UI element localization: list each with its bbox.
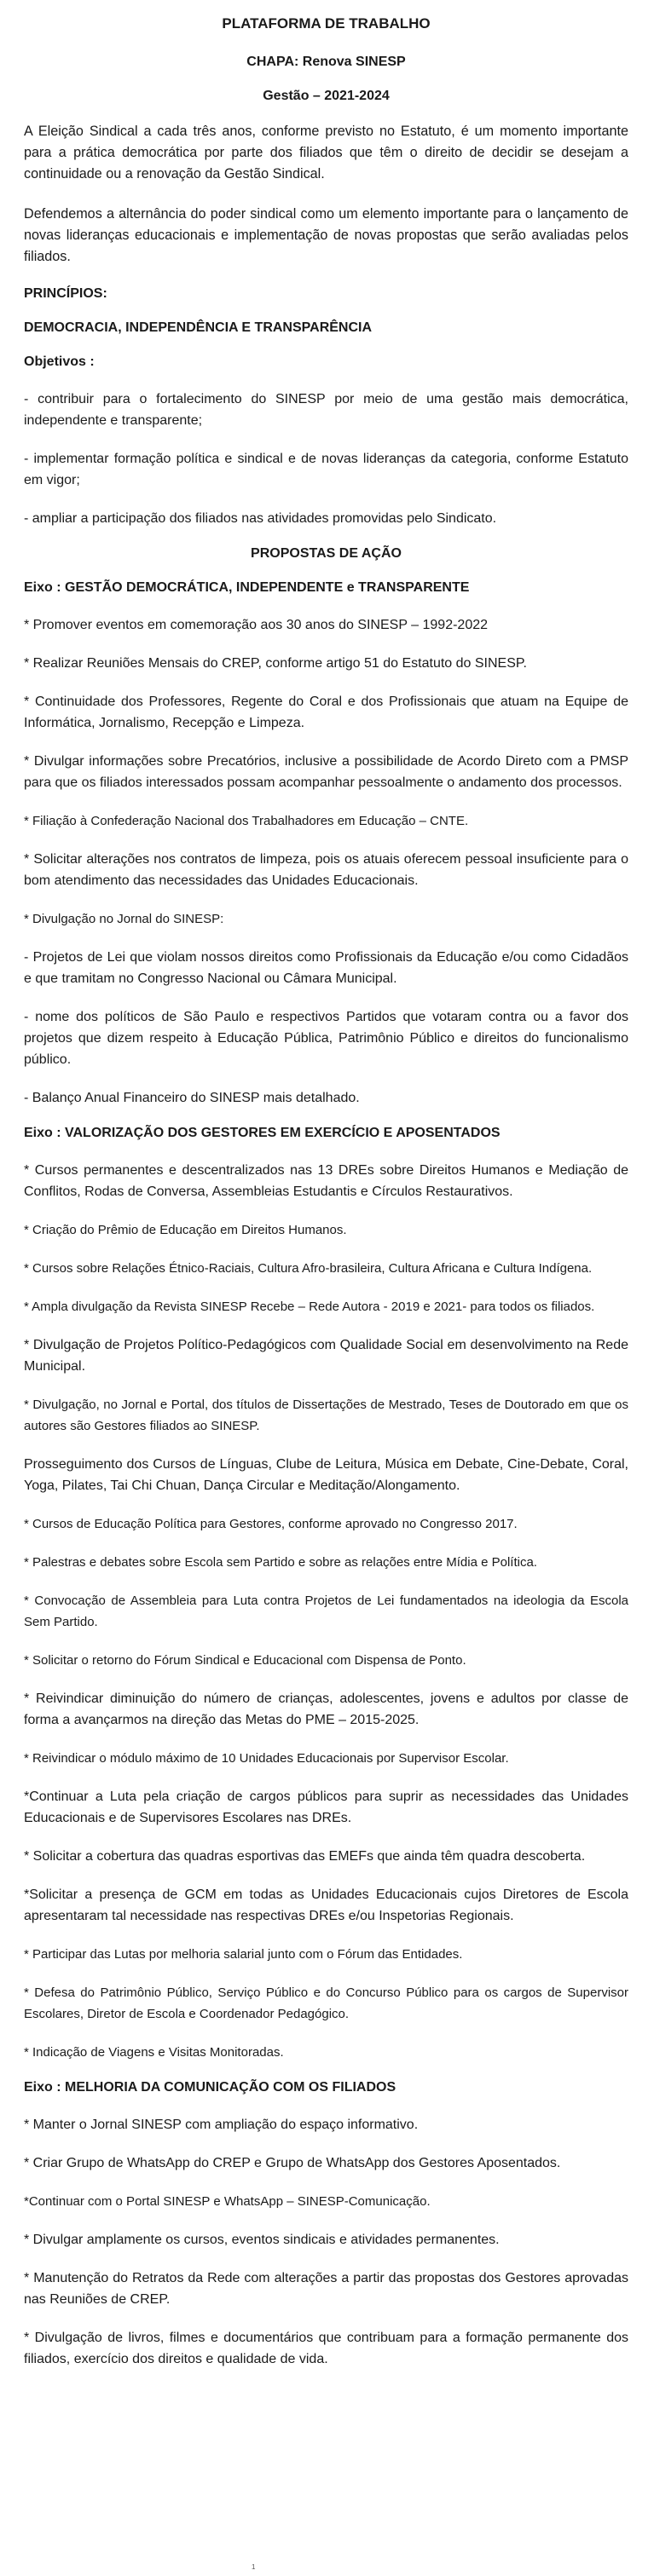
intro-paragraph: Defendemos a alternância do poder sindical como um elemento importante para o lançamento de novas lideranças educacionais e implementação de novas propostas que serão avaliadas pelos filiados. (24, 206, 628, 264)
proposta-item: * Participar das Lutas por melhoria salarial junto com o Fórum das Entidades. (24, 1947, 463, 1962)
proposta-item: * Palestras e debates sobre Escola sem Partido e sobre as relações entre Mídia e Política. (24, 1555, 537, 1570)
principios-heading: PRINCÍPIOS: (24, 286, 107, 301)
proposta-item: * Solicitar o retorno do Fórum Sindical e Educacional com Dispensa de Ponto. (24, 1653, 466, 1668)
gestao-period: Gestão – 2021-2024 (263, 89, 390, 103)
proposta-item: * Divulgação no Jornal do SINESP: (24, 912, 224, 926)
proposta-item: * Divulgação de livros, filmes e documentários que contribuam para a formação permanente dos filiados, exercício dos direitos e qualidade de vida. (24, 2331, 628, 2366)
intro-paragraph: A Eleição Sindical a cada três anos, conforme previsto no Estatuto, é um momento importante para a prática democrática por parte dos filiados que têm o direito de decidir se desejam a continuidade ou a renovação da Gestão Sindical. (24, 124, 628, 182)
proposta-item: * Cursos sobre Relações Étnico-Raciais, Cultura Afro-brasileira, Cultura Africana e Cultura Indígena. (24, 1261, 593, 1276)
proposta-item: * Cursos permanentes e descentralizados nas 13 DREs sobre Direitos Humanos e Mediação de Conflitos, Rodas de Conversa, Assembleias Estudantis e Círculos Restaurativos. (24, 1163, 628, 1199)
proposta-item: * Manter o Jornal SINESP com ampliação do espaço informativo. (24, 2118, 419, 2132)
eixo-heading: Eixo : GESTÃO DEMOCRÁTICA, INDEPENDENTE e TRANSPARENTE (24, 580, 470, 595)
eixo-heading: Eixo : VALORIZAÇÃO DOS GESTORES EM EXERCÍCIO E APOSENTADOS (24, 1126, 501, 1140)
objetivo-item: - implementar formação política e sindical e de novas lideranças da categoria, conforme Estatuto em vigor; (24, 452, 628, 487)
eixo-heading: Eixo : MELHORIA DA COMUNICAÇÃO COM OS FILIADOS (24, 2080, 396, 2095)
proposta-item: * Realizar Reuniões Mensais do CREP, conforme artigo 51 do Estatuto do SINESP. (24, 656, 527, 671)
objetivo-item: - contribuir para o fortalecimento do SINESP por meio de uma gestão mais democrática, independente e transparente; (24, 392, 628, 428)
proposta-item: * Criação do Prêmio de Educação em Direitos Humanos. (24, 1223, 347, 1237)
objetivos-heading: Objetivos : (24, 354, 95, 369)
proposta-item: * Reivindicar diminuição do número de crianças, adolescentes, jovens e adultos por classe de forma a avançarmos na direção das Metas do PME – 2015-2025. (24, 1691, 628, 1727)
proposta-item: * Filiação à Confederação Nacional dos Trabalhadores em Educação – CNTE. (24, 814, 469, 828)
propostas-heading: PROPOSTAS DE AÇÃO (251, 546, 402, 561)
proposta-item: * Criar Grupo de WhatsApp do CREP e Grupo de WhatsApp dos Gestores Aposentados. (24, 2156, 561, 2170)
proposta-subitem: - Balanço Anual Financeiro do SINESP mais detalhado. (24, 1091, 360, 1105)
chapa-name: CHAPA: Renova SINESP (246, 55, 406, 69)
objetivo-item: - ampliar a participação dos filiados nas atividades promovidas pelo Sindicato. (24, 511, 497, 526)
proposta-item: * Divulgar amplamente os cursos, eventos sindicais e atividades permanentes. (24, 2233, 500, 2247)
proposta-item: * Indicação de Viagens e Visitas Monitoradas. (24, 2045, 284, 2060)
proposta-item: * Manutenção do Retratos da Rede com alterações a partir das propostas dos Gestores aprovadas nas Reuniões de CREP. (24, 2271, 628, 2307)
document-title: PLATAFORMA DE TRABALHO (222, 15, 431, 32)
proposta-item: * Continuidade dos Professores, Regente do Coral e dos Profissionais que atuam na Equipe de Informática, Jornalismo, Recepção e Limpeza. (24, 694, 628, 730)
proposta-subitem: - nome dos políticos de São Paulo e respectivos Partidos que votaram contra ou a favor dos projetos que dizem respeito à Educação Pública, Patrimônio Público e direitos do funcionalismo público. (24, 1010, 628, 1067)
page-mark: 1 (252, 2563, 256, 2571)
proposta-item: * Divulgação de Projetos Político-Pedagógicos com Qualidade Social em desenvolvimento na Rede Municipal. (24, 1338, 628, 1374)
proposta-item: * Divulgar informações sobre Precatórios, inclusive a possibilidade de Acordo Direto com a PMSP para que os filiados interessados possam acompanhar pessoalmente o andamento dos processos. (24, 754, 628, 790)
proposta-item: * Solicitar alterações nos contratos de limpeza, pois os atuais oferecem pessoal insuficiente para o bom atendimento das necessidades das Unidades Educacionais. (24, 852, 628, 888)
proposta-item: Prosseguimento dos Cursos de Línguas, Clube de Leitura, Música em Debate, Cine-Debate, Coral, Yoga, Pilates, Tai Chi Chuan, Dança Circular e Meditação/Alongamento. (24, 1457, 628, 1493)
proposta-item: *Continuar com o Portal SINESP e WhatsApp – SINESP-Comunicação. (24, 2194, 431, 2209)
proposta-item: *Solicitar a presença de GCM em todas as Unidades Educacionais cujos Diretores de Escola apresentaram tal necessidade nas respectivas DREs e/ou Inspetorias Regionais. (24, 1887, 628, 1923)
proposta-item: * Reivindicar o módulo máximo de 10 Unidades Educacionais por Supervisor Escolar. (24, 1751, 509, 1766)
proposta-item: * Ampla divulgação da Revista SINESP Recebe – Rede Autora - 2019 e 2021- para todos os filiados. (24, 1300, 595, 1314)
proposta-item: * Solicitar a cobertura das quadras esportivas das EMEFs que ainda têm quadra descoberta. (24, 1849, 586, 1864)
proposta-item: * Divulgação, no Jornal e Portal, dos títulos de Dissertações de Mestrado, Teses de Doutorado em que os autores são Gestores filiados ao SINESP. (24, 1397, 628, 1433)
proposta-subitem: - Projetos de Lei que violam nossos direitos como Profissionais da Educação e/ou como Cidadãos e que tramitam no Congresso Nacional ou Câmara Municipal. (24, 950, 628, 986)
proposta-item: * Convocação de Assembleia para Luta contra Projetos de Lei fundamentados na ideologia da Escola Sem Partido. (24, 1593, 628, 1629)
proposta-item: *Continuar a Luta pela criação de cargos públicos para suprir as necessidades das Unidades Educacionais e de Supervisores Escolares nas DREs. (24, 1789, 628, 1825)
principios-subheading: DEMOCRACIA, INDEPENDÊNCIA E TRANSPARÊNCIA (24, 320, 373, 335)
proposta-item: * Promover eventos em comemoração aos 30 anos do SINESP – 1992-2022 (24, 618, 489, 632)
proposta-item: * Cursos de Educação Política para Gestores, conforme aprovado no Congresso 2017. (24, 1517, 518, 1531)
proposta-item: * Defesa do Patrimônio Público, Serviço Público e do Concurso Público para os cargos de Supervisor Escolares, Diretor de Escola e Coordenador Pedagógico. (24, 1985, 628, 2021)
